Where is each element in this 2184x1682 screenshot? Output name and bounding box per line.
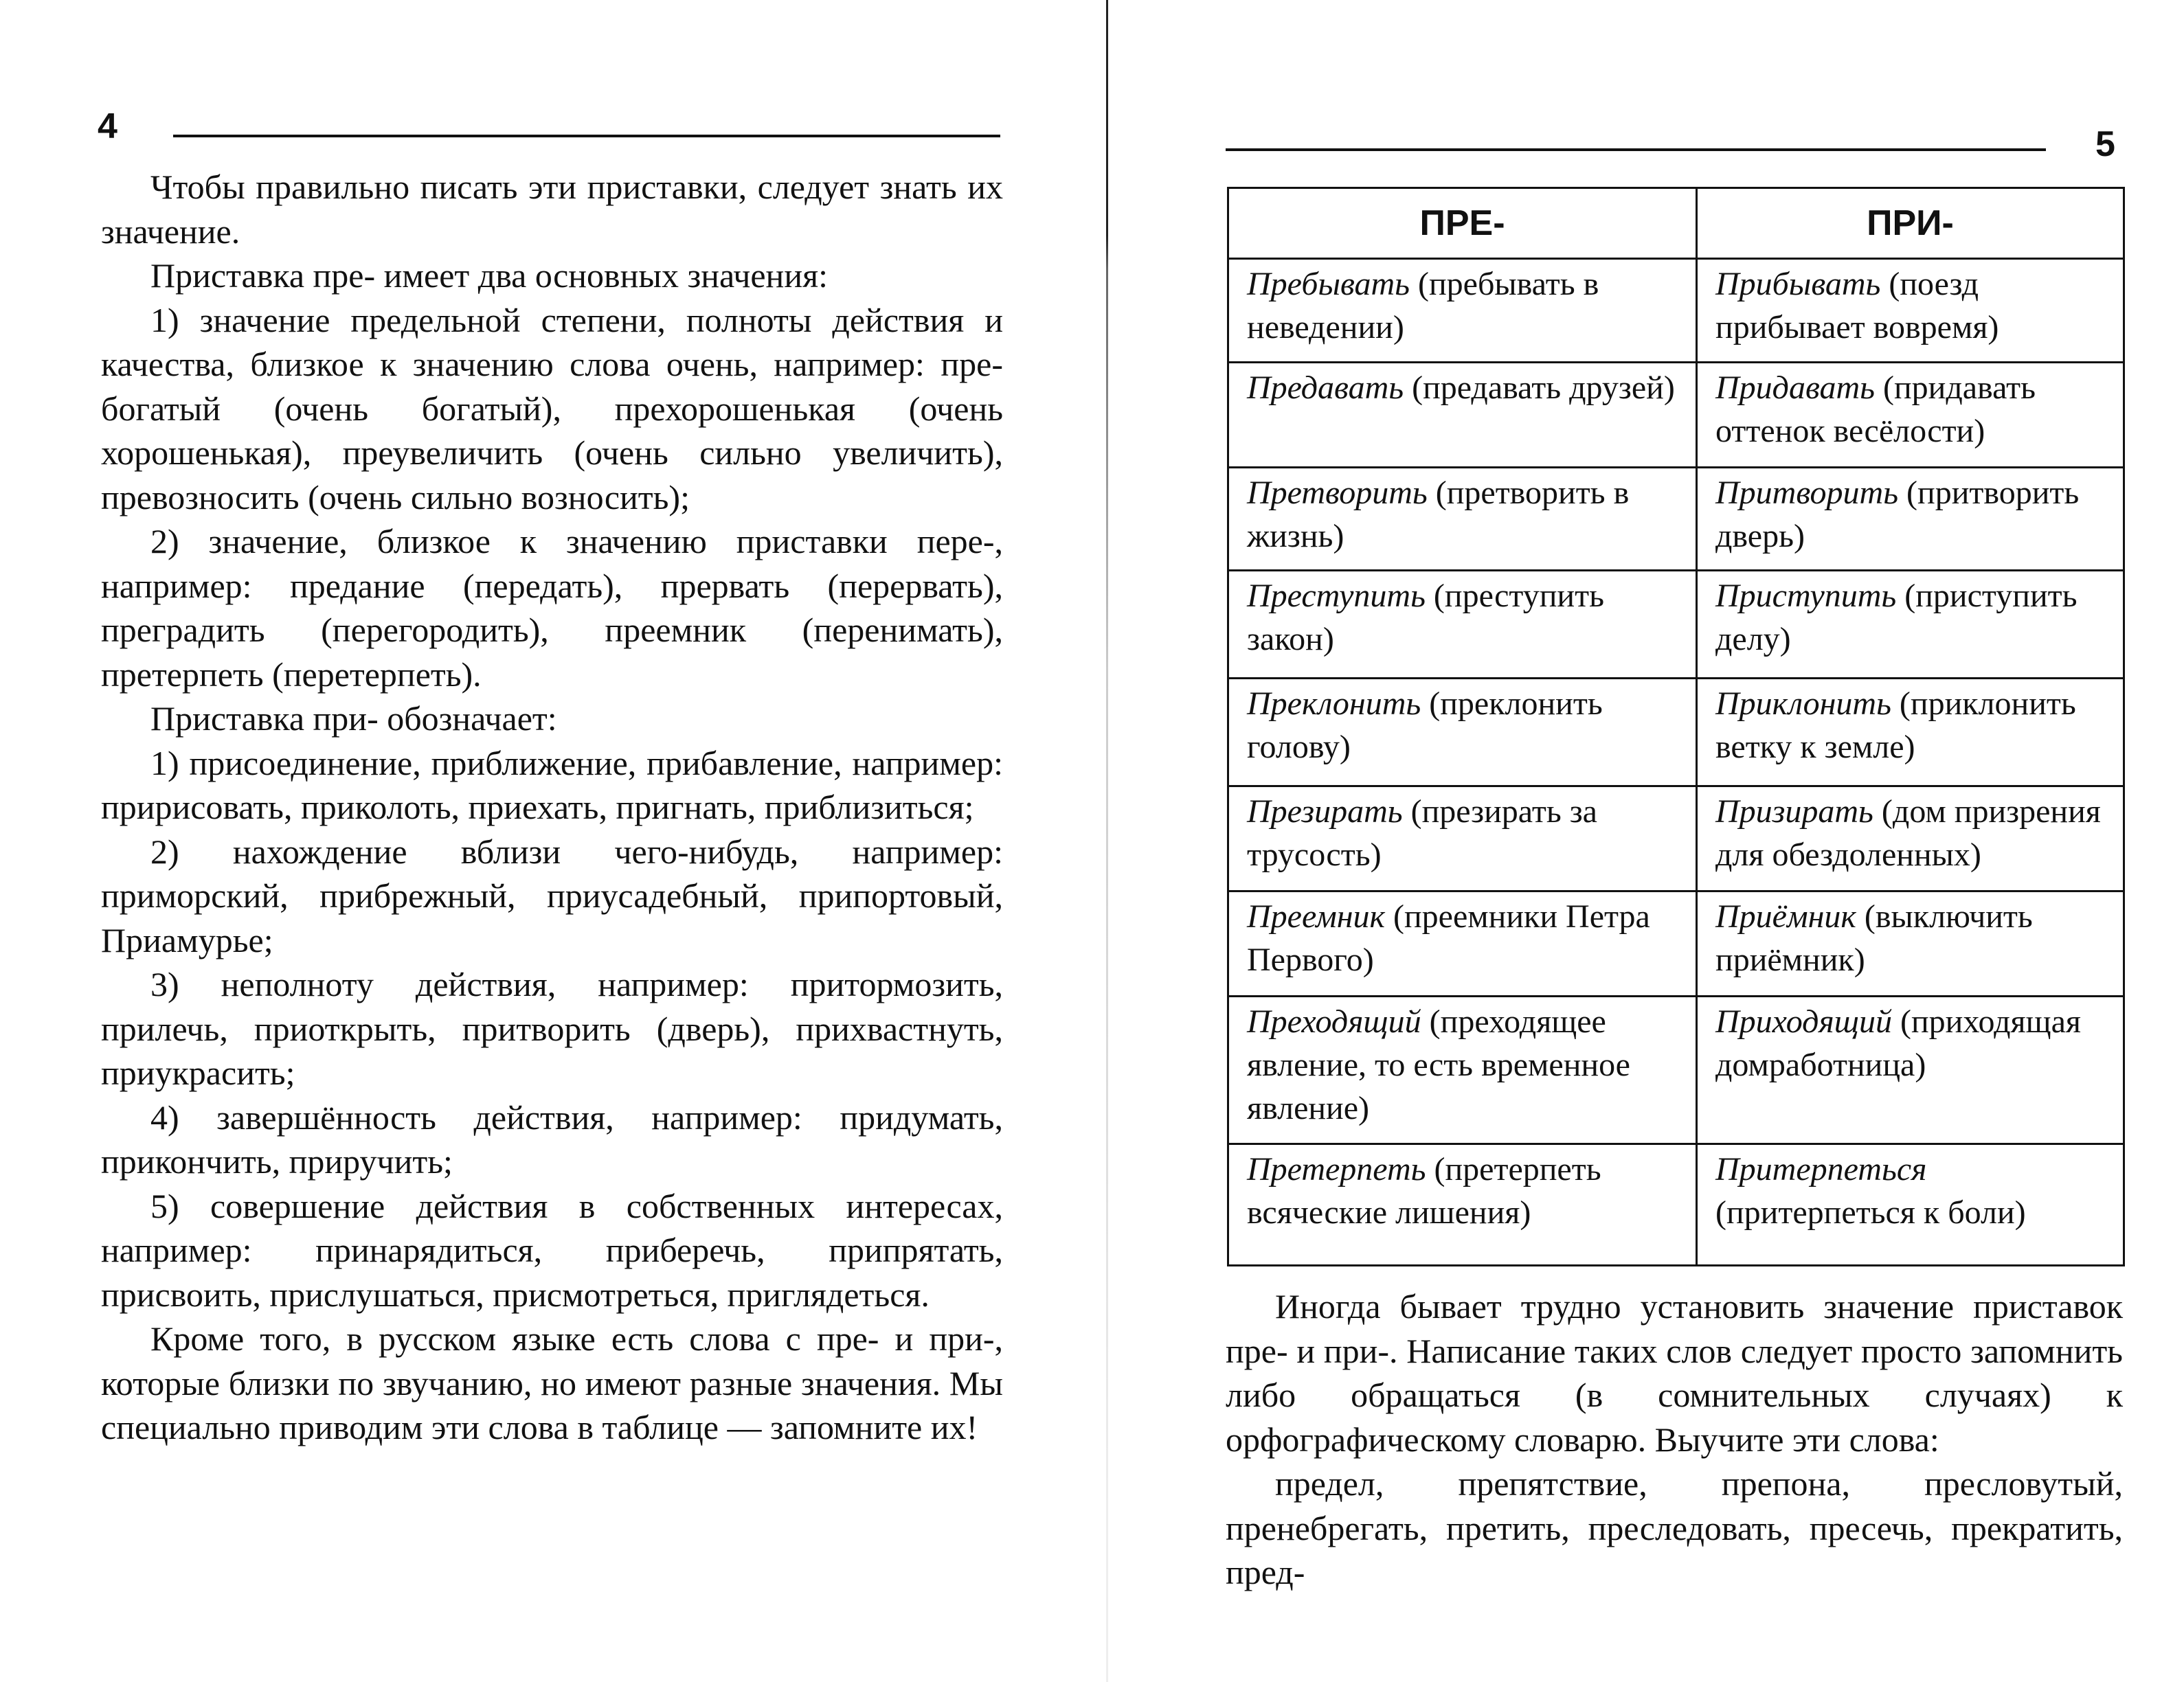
table-row [1228, 467, 2124, 571]
pri-cell [1697, 679, 2124, 786]
pri-cell [1697, 996, 2124, 1144]
page-number-right: 5 [2095, 124, 2115, 164]
pre-example: (преклонить голову) [1247, 685, 1603, 766]
pri-meaning-3: 3) неполноту действия, например: притормозить, прилечь, приоткрыть, притворить (дверь), прихвастнуть, приукрасить; [101, 965, 1003, 1092]
pri-example: (дом призрения для обездоленных) [1715, 793, 2101, 874]
book-gutter [1106, 0, 1108, 1682]
pri-word: Придавать [1715, 369, 1875, 406]
note-paragraph: Иногда бывает трудно установить значение приставок пре- и при-. Написание таких слов следует просто запомнить либо обращаться (в сомнительных случаях) к орфографическому словарю. Выучите эти слова: [1226, 1287, 2123, 1459]
pre-example: (преходящее явление, то есть временное явление) [1247, 1003, 1630, 1126]
pri-example: (приходящая домработница) [1715, 1003, 2081, 1083]
pri-meaning-4: 4) завершённость действия, например: придумать, прикончить, приручить; [101, 1098, 1003, 1181]
pri-word: Приёмник [1715, 898, 1856, 935]
pre-heading: Приставка пре- имеет два основных значения: [150, 256, 828, 295]
pre-word: Преступить [1247, 578, 1426, 615]
table-row [1228, 679, 2124, 786]
pre-meaning-2: 2) значение, близкое к значению приставки пере-, например: предание (передать), прервать (перервать), преградить (перегородить), преемник (перенимать), претерпеть (перетерпеть). [101, 522, 1003, 694]
pre-example: (презирать за трусость) [1247, 793, 1597, 874]
pri-cell [1697, 1144, 2124, 1265]
pri-word: Притерпеться [1715, 1150, 1927, 1187]
pri-word: Приходящий [1715, 1003, 1892, 1040]
header-rule-right [1226, 148, 2046, 151]
pre-example: (преемники Петра Первого) [1247, 898, 1650, 978]
table-row [1228, 891, 2124, 996]
pri-example: (притворить дверь) [1715, 474, 2080, 554]
pri-word: Призирать [1715, 793, 1873, 830]
pri-meaning-5: 5) совершение действия в собственных интересах, например: принарядиться, приберечь, припрятать, присвоить, прислушаться, присмотреться, приглядеться. [101, 1186, 1003, 1314]
table-row [1228, 571, 2124, 679]
left-page-text [101, 165, 1003, 1450]
pre-cell [1228, 259, 1697, 363]
closing-paragraph: Кроме того, в русском языке есть слова с пре- и при-, которые близки по звучанию, но имеют разные значения. Мы специально приводим эти слова в таблице — запомните их! [101, 1319, 1003, 1446]
table-row [1228, 1144, 2124, 1265]
pre-word: Преклонить [1247, 685, 1421, 723]
header-pri: ПРИ- [1697, 188, 2124, 259]
pre-cell [1228, 679, 1697, 786]
pri-cell [1697, 571, 2124, 679]
pri-example: (притерпеться к боли) [1715, 1194, 2026, 1231]
pre-cell [1228, 362, 1697, 467]
pre-meaning-1: 1) значение предельной степени, полноты действия и качества, близкое к значению слова очень, например: пре-богатый (очень богатый), прехорошенькая (очень хорошенькая), преувеличить (очень сильно увеличить), превозносить (очень сильно возносить); [101, 300, 1003, 516]
pre-cell [1228, 891, 1697, 996]
pre-example: (претерпеть всяческие лишения) [1247, 1150, 1601, 1231]
word-list-paragraph: предел, препятствие, препона, пресловутый, пренебрегать, претить, преследовать, пресечь, прекратить, пред- [1226, 1464, 2123, 1591]
header-rule-left [173, 135, 1000, 137]
pri-example: (приклонить ветку к земле) [1715, 685, 2076, 766]
pri-cell [1697, 467, 2124, 571]
pri-example: (приступить делу) [1715, 578, 2078, 658]
pri-word: Приступить [1715, 578, 1897, 615]
pri-example: (поезд прибывает вовремя) [1715, 266, 1999, 345]
pri-example: (выключить приёмник) [1715, 898, 2033, 978]
page-number-left: 4 [98, 106, 117, 146]
pre-cell [1228, 571, 1697, 679]
pre-word: Преемник [1247, 898, 1385, 935]
table-row [1228, 362, 2124, 467]
pri-cell [1697, 786, 2124, 891]
table-header-row [1228, 188, 2124, 259]
pri-cell [1697, 891, 2124, 996]
pre-word: Презирать [1247, 793, 1403, 830]
pre-word: Пребывать [1247, 266, 1410, 302]
pri-example: (придавать оттенок весёлости) [1715, 369, 2036, 449]
pre-cell [1228, 1144, 1697, 1265]
pre-example: (пребывать в неведении) [1247, 266, 1599, 345]
table-row [1228, 996, 2124, 1144]
pre-word: Преходящий [1247, 1003, 1421, 1040]
pre-example: (претворить в жизнь) [1247, 474, 1630, 554]
pre-word: Предавать [1247, 369, 1404, 406]
pre-cell [1228, 467, 1697, 571]
pri-word: Прибывать [1715, 266, 1881, 302]
pri-cell [1697, 259, 2124, 363]
pri-meaning-1: 1) присоединение, приближение, прибавление, например: пририсовать, приколоть, приехать, пригнать, приблизиться; [101, 743, 1003, 826]
table-row [1228, 259, 2124, 363]
pre-word: Претерпеть [1247, 1150, 1426, 1187]
table-row [1228, 786, 2124, 891]
pri-meaning-2: 2) нахождение вблизи чего-нибудь, например: приморский, прибрежный, приусадебный, припортовый, Приамурье; [101, 832, 1003, 959]
pri-heading: Приставка при- обозначает: [150, 699, 557, 738]
right-page-text [1226, 1284, 2123, 1595]
intro-paragraph: Чтобы правильно писать эти приставки, следует знать их значение. [101, 168, 1003, 251]
pre-cell [1228, 786, 1697, 891]
pri-word: Приклонить [1715, 685, 1891, 723]
pre-word: Претворить [1247, 474, 1428, 511]
pre-cell [1228, 996, 1697, 1144]
pre-pri-table [1227, 187, 2125, 1266]
pre-example: (преступить закон) [1247, 578, 1604, 658]
pri-word: Притворить [1715, 474, 1899, 511]
header-pre: ПРЕ- [1228, 188, 1697, 259]
pri-cell [1697, 362, 2124, 467]
pre-example: (предавать друзей) [1412, 369, 1675, 406]
